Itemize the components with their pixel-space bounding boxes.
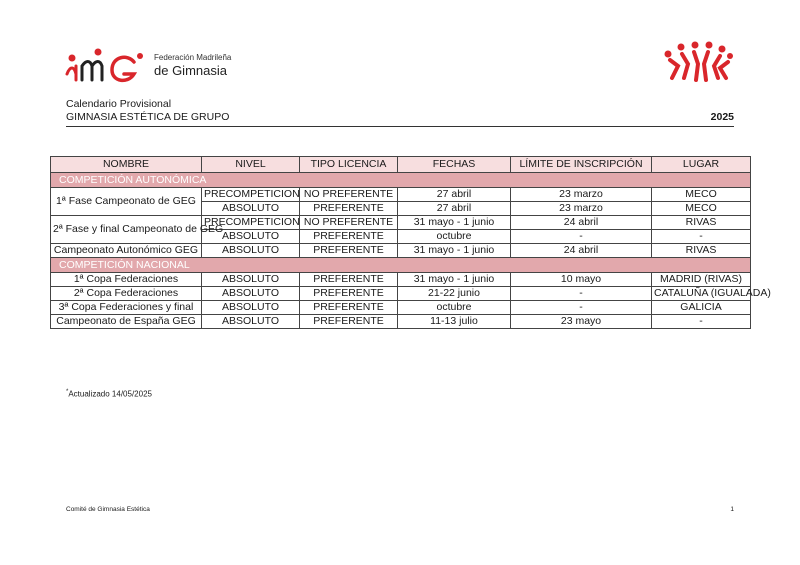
gymnasts-emblem bbox=[662, 40, 734, 86]
cell-licencia: PREFERENTE bbox=[300, 244, 398, 258]
cell-licencia: PREFERENTE bbox=[300, 273, 398, 287]
cell-lugar: RIVAS bbox=[652, 216, 751, 230]
cell-fechas: 27 abril bbox=[398, 202, 511, 216]
cell-lugar: MADRID (RIVAS) bbox=[652, 273, 751, 287]
column-header: NOMBRE bbox=[51, 157, 202, 173]
column-header: LUGAR bbox=[652, 157, 751, 173]
calendar-table bbox=[50, 156, 771, 329]
competition-name: Campeonato de España GEG bbox=[51, 315, 202, 329]
fmg-logo-mark bbox=[64, 44, 150, 88]
title-line-2: GIMNASIA ESTÉTICA DE GRUPO bbox=[66, 111, 230, 123]
table-row bbox=[51, 244, 751, 258]
cell-limite: 24 abril bbox=[511, 244, 652, 258]
table-row bbox=[51, 315, 751, 329]
cell-licencia: NO PREFERENTE bbox=[300, 216, 398, 230]
cell-licencia: PREFERENTE bbox=[300, 301, 398, 315]
column-header: TIPO LICENCIA bbox=[300, 157, 398, 173]
cell-fechas: 27 abril bbox=[398, 188, 511, 202]
footnote-marker: * bbox=[66, 389, 69, 395]
cell-limite: - bbox=[511, 230, 652, 244]
document-year: 2025 bbox=[710, 111, 734, 123]
fmg-logo bbox=[64, 44, 234, 88]
cell-nivel: ABSOLUTO bbox=[202, 287, 300, 301]
table-row bbox=[51, 273, 751, 287]
title-divider bbox=[66, 126, 734, 127]
table-row bbox=[51, 287, 751, 301]
cell-limite: - bbox=[511, 301, 652, 315]
cell-lugar: GALICIA bbox=[652, 301, 751, 315]
cell-fechas: 11-13 julio bbox=[398, 315, 511, 329]
table-header-row bbox=[51, 157, 751, 173]
section-label: COMPETICIÓN AUTONÓMICA bbox=[51, 173, 751, 188]
table-row bbox=[51, 301, 751, 315]
cell-limite: 23 marzo bbox=[511, 188, 652, 202]
cell-nivel: ABSOLUTO bbox=[202, 230, 300, 244]
section-label: COMPETICIÓN NACIONAL bbox=[51, 258, 751, 273]
cell-nivel: ABSOLUTO bbox=[202, 301, 300, 315]
table-row bbox=[51, 188, 751, 202]
cell-limite: 23 marzo bbox=[511, 202, 652, 216]
update-note bbox=[66, 389, 152, 399]
cell-licencia: PREFERENTE bbox=[300, 315, 398, 329]
document-title bbox=[66, 98, 229, 124]
cell-fechas: 31 mayo - 1 junio bbox=[398, 273, 511, 287]
competition-name: 1ª Fase Campeonato de GEG bbox=[51, 188, 202, 216]
cell-fechas: 31 mayo - 1 junio bbox=[398, 244, 511, 258]
cell-licencia: PREFERENTE bbox=[300, 287, 398, 301]
cell-lugar: MECO bbox=[652, 202, 751, 216]
cell-nivel: ABSOLUTO bbox=[202, 244, 300, 258]
cell-limite: 23 mayo bbox=[511, 315, 652, 329]
org-name-line1: Federación Madrileña bbox=[154, 53, 232, 62]
cell-fechas: octubre bbox=[398, 301, 511, 315]
column-header: LÍMITE DE INSCRIPCIÓN bbox=[511, 157, 652, 173]
cell-nivel: PRECOMPETICION bbox=[202, 216, 300, 230]
section-row-autonomica bbox=[51, 173, 751, 188]
cell-limite: 24 abril bbox=[511, 216, 652, 230]
cell-limite: - bbox=[511, 287, 652, 301]
footnote-text: Actualizado 14/05/2025 bbox=[68, 389, 152, 399]
cell-lugar: - bbox=[652, 230, 751, 244]
title-line-1: Calendario Provisional bbox=[66, 98, 172, 110]
column-header: FECHAS bbox=[398, 157, 511, 173]
competition-name: 2ª Copa Federaciones bbox=[51, 287, 202, 301]
competition-name: 3ª Copa Federaciones y final bbox=[51, 301, 202, 315]
cell-lugar: RIVAS bbox=[652, 244, 751, 258]
section-row-nacional bbox=[51, 258, 751, 273]
column-header: NIVEL bbox=[202, 157, 300, 173]
cell-licencia: PREFERENTE bbox=[300, 202, 398, 216]
cell-fechas: 21-22 junio bbox=[398, 287, 511, 301]
cell-fechas: 31 mayo - 1 junio bbox=[398, 216, 511, 230]
competition-name: Campeonato Autonómico GEG bbox=[51, 244, 202, 258]
cell-fechas: octubre bbox=[398, 230, 511, 244]
footer-committee: Comité de Gimnasia Estética bbox=[66, 506, 150, 513]
page-number: 1 bbox=[730, 506, 734, 513]
org-name-line2: de Gimnasia bbox=[154, 63, 227, 78]
cell-limite: 10 mayo bbox=[511, 273, 652, 287]
competition-name: 2ª Fase y final Campeonato de GEG bbox=[51, 216, 202, 244]
cell-lugar: CATALUÑA (IGUALADA) bbox=[652, 287, 751, 301]
cell-nivel: ABSOLUTO bbox=[202, 315, 300, 329]
cell-nivel: ABSOLUTO bbox=[202, 202, 300, 216]
cell-lugar: MECO bbox=[652, 188, 751, 202]
cell-licencia: PREFERENTE bbox=[300, 230, 398, 244]
cell-licencia: NO PREFERENTE bbox=[300, 188, 398, 202]
cell-lugar: - bbox=[652, 315, 751, 329]
cell-nivel: PRECOMPETICION bbox=[202, 188, 300, 202]
table-row bbox=[51, 216, 751, 230]
cell-nivel: ABSOLUTO bbox=[202, 273, 300, 287]
competition-name: 1ª Copa Federaciones bbox=[51, 273, 202, 287]
